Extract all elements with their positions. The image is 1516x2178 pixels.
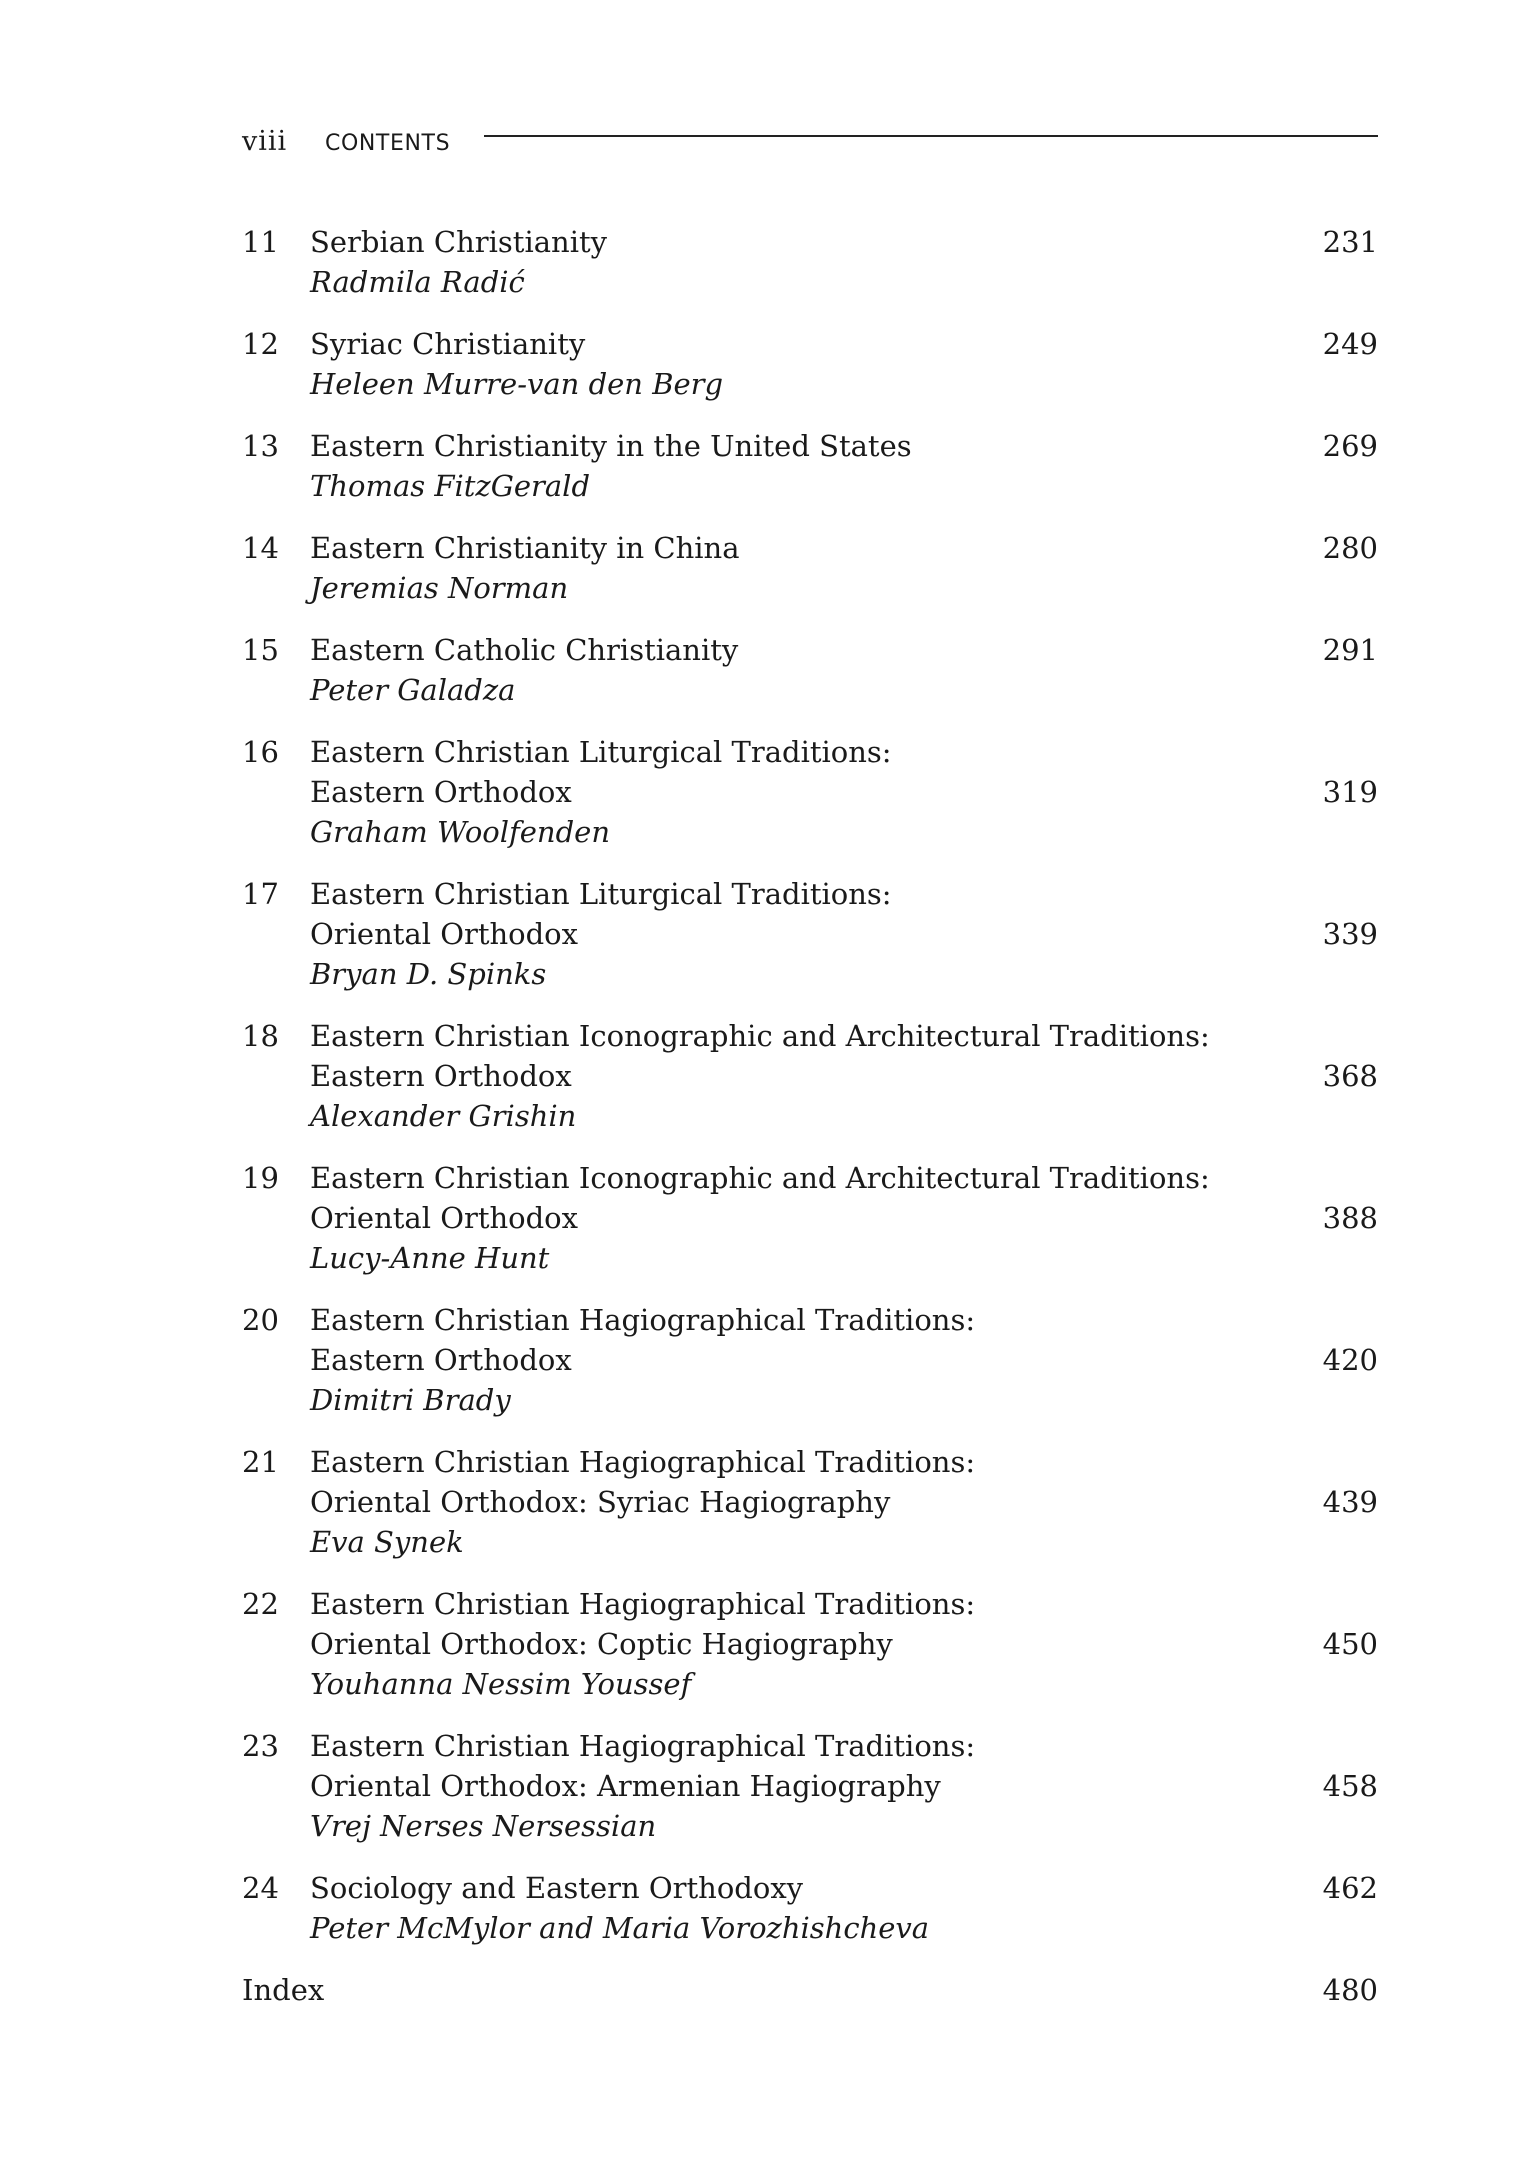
chapter-number: 20 xyxy=(242,1303,279,1337)
chapter-title xyxy=(310,324,1268,364)
chapter-title xyxy=(310,874,1268,954)
folio: viii xyxy=(242,126,288,157)
chapter-title-line: Eastern Christian Hagiographical Traditions: xyxy=(310,1445,976,1479)
chapter-number: 23 xyxy=(242,1729,279,1763)
header-rule xyxy=(484,135,1378,137)
index-label: Index xyxy=(242,1973,325,2007)
chapter-title xyxy=(310,222,1268,262)
entry-body xyxy=(310,732,1378,852)
running-head-title: CONTENTS xyxy=(325,131,451,156)
chapter-title-line: Eastern Christian Iconographic and Architectural Traditions: xyxy=(310,1019,1210,1053)
toc-entry[interactable] xyxy=(242,222,1378,302)
toc-entry[interactable] xyxy=(242,630,1378,710)
chapter-author: Dimitri Brady xyxy=(310,1383,511,1417)
chapter-title-line: Eastern Orthodox xyxy=(310,775,572,809)
page-number: 249 xyxy=(1322,327,1378,361)
page-number: 280 xyxy=(1322,531,1378,565)
chapter-title-line: Eastern Christian Iconographic and Architectural Traditions: xyxy=(310,1161,1210,1195)
entry-body xyxy=(310,1726,1378,1846)
table-of-contents xyxy=(242,222,1378,2010)
chapter-author: Eva Synek xyxy=(310,1525,464,1559)
chapter-title xyxy=(310,1158,1268,1238)
running-head xyxy=(242,126,1378,166)
chapter-title-line: Eastern Orthodox xyxy=(310,1343,572,1377)
chapter-title-line: Serbian Christianity xyxy=(310,225,608,259)
index-page-number: 480 xyxy=(1322,1973,1378,2007)
chapter-title xyxy=(310,630,1268,670)
page-number: 439 xyxy=(1322,1485,1378,1519)
chapter-author: Jeremias Norman xyxy=(310,571,569,605)
chapter-title xyxy=(310,1868,1268,1908)
entry-body xyxy=(310,1016,1378,1136)
page-number: 339 xyxy=(1322,917,1378,951)
entry-body xyxy=(310,222,1378,302)
chapter-title xyxy=(310,1584,1268,1664)
chapter-title-line: Eastern Christian Hagiographical Traditions: xyxy=(310,1729,976,1763)
chapter-number: 12 xyxy=(242,327,279,361)
page-number: 450 xyxy=(1322,1627,1378,1661)
chapter-number: 21 xyxy=(242,1445,279,1479)
chapter-title xyxy=(310,1016,1268,1096)
chapter-title xyxy=(310,426,1268,466)
chapter-author: Alexander Grishin xyxy=(310,1099,577,1133)
entry-body xyxy=(310,1584,1378,1704)
toc-entry[interactable] xyxy=(242,1726,1378,1846)
chapter-number: 17 xyxy=(242,877,279,911)
chapter-title-line: Eastern Catholic Christianity xyxy=(310,633,739,667)
chapter-author: Radmila Radić xyxy=(310,265,525,299)
chapter-title xyxy=(310,1300,1268,1380)
toc-entry[interactable] xyxy=(242,1868,1378,1948)
page-number: 458 xyxy=(1322,1769,1378,1803)
chapter-title-line: Eastern Christian Hagiographical Traditions: xyxy=(310,1587,976,1621)
chapter-author: Graham Woolfenden xyxy=(310,815,611,849)
toc-entries xyxy=(242,222,1378,1948)
chapter-title-line: Eastern Christianity in China xyxy=(310,531,740,565)
chapter-author: Youhanna Nessim Youssef xyxy=(310,1667,692,1701)
chapter-title-line: Oriental Orthodox: Armenian Hagiography xyxy=(310,1769,941,1803)
entry-body xyxy=(310,528,1378,608)
entry-body xyxy=(310,1300,1378,1420)
chapter-author: Peter McMylor and Maria Vorozhishcheva xyxy=(310,1911,930,1945)
chapter-title-line: Sociology and Eastern Orthodoxy xyxy=(310,1871,804,1905)
toc-entry[interactable] xyxy=(242,426,1378,506)
chapter-title-line: Oriental Orthodox xyxy=(310,917,578,951)
chapter-number: 19 xyxy=(242,1161,279,1195)
toc-entry[interactable] xyxy=(242,1442,1378,1562)
page-number: 388 xyxy=(1322,1201,1378,1235)
chapter-author: Vrej Nerses Nersessian xyxy=(310,1809,657,1843)
chapter-title xyxy=(310,1726,1268,1806)
chapter-title-line: Oriental Orthodox: Syriac Hagiography xyxy=(310,1485,891,1519)
toc-entry[interactable] xyxy=(242,528,1378,608)
chapter-title-line: Oriental Orthodox: Coptic Hagiography xyxy=(310,1627,893,1661)
chapter-title-line: Eastern Christian Liturgical Traditions: xyxy=(310,735,892,769)
chapter-number: 15 xyxy=(242,633,279,667)
entry-body xyxy=(310,1868,1378,1948)
chapter-author: Bryan D. Spinks xyxy=(310,957,547,991)
chapter-title-line: Oriental Orthodox xyxy=(310,1201,578,1235)
chapter-author: Heleen Murre-van den Berg xyxy=(310,367,724,401)
toc-entry[interactable] xyxy=(242,874,1378,994)
chapter-number: 13 xyxy=(242,429,279,463)
toc-entry[interactable] xyxy=(242,732,1378,852)
chapter-number: 14 xyxy=(242,531,279,565)
toc-entry[interactable] xyxy=(242,1158,1378,1278)
page-number: 368 xyxy=(1322,1059,1378,1093)
toc-entry[interactable] xyxy=(242,1300,1378,1420)
chapter-author: Thomas FitzGerald xyxy=(310,469,591,503)
entry-body xyxy=(310,630,1378,710)
page-number: 231 xyxy=(1322,225,1378,259)
chapter-author: Peter Galadza xyxy=(310,673,516,707)
chapter-title-line: Eastern Christian Hagiographical Traditions: xyxy=(310,1303,976,1337)
chapter-title-line: Eastern Christianity in the United States xyxy=(310,429,912,463)
toc-index-entry[interactable] xyxy=(242,1970,1378,2010)
page-number: 269 xyxy=(1322,429,1378,463)
chapter-title xyxy=(310,732,1268,812)
entry-body xyxy=(310,426,1378,506)
toc-entry[interactable] xyxy=(242,1016,1378,1136)
chapter-title xyxy=(310,528,1268,568)
page-number: 291 xyxy=(1322,633,1378,667)
toc-entry[interactable] xyxy=(242,324,1378,404)
chapter-number: 11 xyxy=(242,225,279,259)
entry-body xyxy=(310,324,1378,404)
toc-entry[interactable] xyxy=(242,1584,1378,1704)
page-number: 420 xyxy=(1322,1343,1378,1377)
chapter-number: 16 xyxy=(242,735,279,769)
entry-body xyxy=(310,874,1378,994)
chapter-number: 24 xyxy=(242,1871,279,1905)
entry-body xyxy=(310,1442,1378,1562)
chapter-title-line: Eastern Christian Liturgical Traditions: xyxy=(310,877,892,911)
entry-body xyxy=(310,1158,1378,1278)
chapter-title-line: Syriac Christianity xyxy=(310,327,586,361)
chapter-title-line: Eastern Orthodox xyxy=(310,1059,572,1093)
page-number: 319 xyxy=(1322,775,1378,809)
page-number: 462 xyxy=(1322,1871,1378,1905)
chapter-number: 18 xyxy=(242,1019,279,1053)
chapter-title xyxy=(310,1442,1268,1522)
chapter-author: Lucy-Anne Hunt xyxy=(310,1241,550,1275)
chapter-number: 22 xyxy=(242,1587,279,1621)
